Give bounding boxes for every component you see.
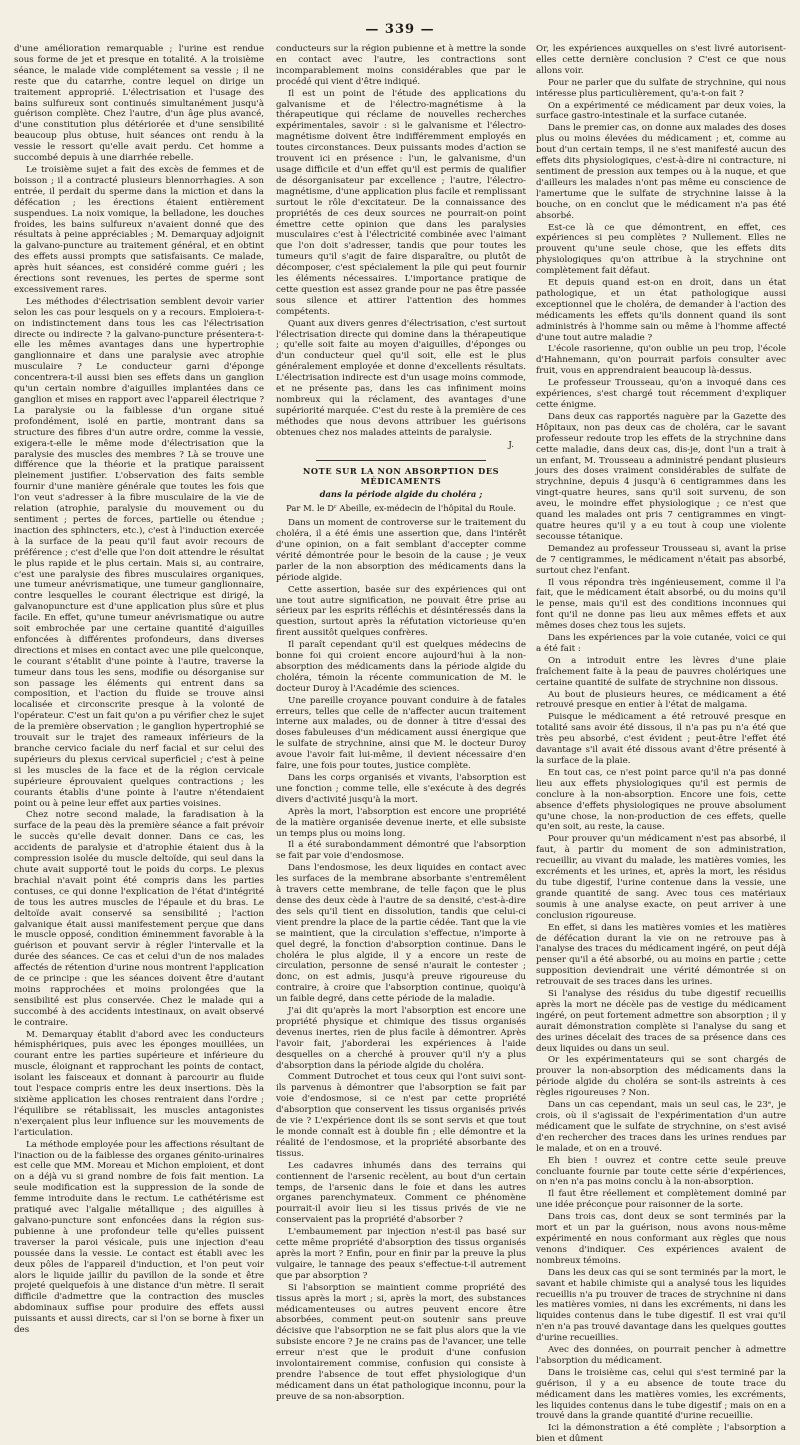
paragraph: L'embaumement par injection n'est-il pas basé sur cette même propriété d'absorption des tissus organisés après la mort ? Enfin, pour en finir par la preuve la plus vulgaire, le tannage des peaux s'effectue-t-il autrement que par absorption ? <box>276 1227 526 1281</box>
paragraph: Il faut être réellement et complètement dominé par une idée préconçue pour raisonner de la sorte. <box>536 1189 786 1211</box>
paragraph: Une pareille croyance pouvant conduire à de fatales erreurs, telles que celle de n'affecter aucun traitement interne aux malades, ou de donner à titre d'essai des doses fabuleuses d'un médicament aussi énergique que le sulfate de strychnine, ainsi que M. le docteur Duroy avoue l'avoir fait lui-même, il devient nécessaire d'en faire, une fois pour toutes, justice complète. <box>276 695 526 772</box>
paragraph: Si l'analyse des résidus du tube digestif recueillis après la mort ne décèle pas de vestige du médicament ingéré, on peut fortement admettre son absorption ; il y aurait démonstration complète si l'analyse du sang et des urines décelait des traces de sa présence dans ces deux liquides ou dans un seul. <box>536 989 786 1054</box>
column-middle <box>276 44 526 1402</box>
paragraph: On a introduit entre les lèvres d'une plaie fraîchement faite à la peau de pauvres cholériques une certaine quantité de sulfate de strychnine non dissous. <box>536 655 786 688</box>
paragraph: M. Demarquay établit d'abord avec les conducteurs hémisphériques, puis avec les éponges mouillées, un courant entre les parties supérieure et inférieure du muscle, éloignant et rapprochant les points de contact, isolant les faisceaux et donnant à parcourir au fluide tout l'espace compris entre les deux insertions. Dès la sixième application les choses rentraient dans l'ordre ; l'équilibre se rétablissait, les muscles antagonistes n'exerçaient plus leur influence sur les mouvements de l'articulation. <box>14 1029 264 1138</box>
paragraph: Les cadavres inhumés dans des terrains qui contiennent de l'arsenic recèlent, au bout d'un certain temps, de l'arsenic dans le foie et dans les autres organes parenchymateux. Comment ce phénomène pourrait-il avoir lieu si les tissus privés de vie ne conservaient pas la propriété d'absorber ? <box>276 1160 526 1226</box>
paragraph: Pour ne parler que du sulfate de strychnine, qui nous intéresse plus particulièrement, qu'a-t-on fait ? <box>536 77 786 99</box>
paragraph: Quant aux divers genres d'électrisation, c'est surtout l'électrisation directe qui domine dans la thérapeutique ; qu'elle soit faite au moyen d'aiguilles, d'éponges ou d'un conducteur quel qu'il soit, elle est le plus généralement employée et donne d'excellents résultats. L'électrisation indirecte est d'un usage moins commode, et ne présente pas, dans les cas infiniment moins nombreux qui la réclament, des avantages d'une supériorité marquée. C'est du reste à la première de ces méthodes que nous devons attribuer les guérisons obtenues chez nos malades atteints de paralysie. <box>276 318 526 438</box>
paragraph: Dans un cas cependant, mais un seul cas, le 23ᵉ, je crois, où il s'agissait de l'expérimentation d'un autre médicament que le sulfate de strychnine, on s'est avisé d'en rechercher des traces dans les urines rendues par le malade, et on en a trouvé. <box>536 1100 786 1154</box>
paragraph: Si l'absorption se maintient comme propriété des tissus après la mort ; si, après la mort, des substances médicamenteuses ou autres peuvent encore être absorbées, comment peut-on soutenir sans preuve décisive que l'absorption ne se fait plus alors que la vie subsiste encore ? Je ne crains pas de l'avancer, une telle erreur n'est que le produit d'une confusion involontairement commise, confusion qui consiste à prendre l'absence de tout effet physiologique d'un médicament dans un état pathologique inconnu, pour la preuve de sa non-absorption. <box>276 1282 526 1402</box>
paragraph: Dans deux cas rapportés naguère par la Gazette des Hôpitaux, non pas deux cas de choléra, car le savant professeur redoute trop les effets de la strychnine dans cette maladie, dans deux cas, dis-je, dont l'un a trait à un enfant, M. Trousseau a administré pendant plusieurs jours des doses vraiment considérables de sulfate de strychnine, depuis 4 jusqu'à 6 centigrammes dans les vingt-quatre heures, sans qu'il soit survenu, de son aveu, le moindre effet physiologique ; ce n'est que quand les malades ont pris 7 centigrammes en vingt-quatre heures qu'il y a eu tout à coup une violente secousse tétanique. <box>536 411 786 542</box>
paragraph: Il vous répondra très ingénieusement, comme il l'a fait, que le médicament était absorbé, ou du moins qu'il le pense, mais qu'il est des conditions inconnues qui font qu'il ne donne pas lieu aux mêmes effets et aux mêmes doses chez tous les sujets. <box>536 577 786 632</box>
paragraph: Dans l'endosmose, les deux liquides en contact avec les surfaces de la membrane absorbante s'entremêlent à travers cette membrane, de telle façon que le plus dense des deux cède à l'autre de sa densité, c'est-à-dire des sels qu'il tient en dissolution, tandis que celui-ci vient prendre la place de la partie cédée. Tant que la vie se maintient, que la circulation s'effectue, n'importe à quel degré, la fonction d'absorption continue. Dans le choléra le plus algide, il y a encore un reste de circulation, personne de sensé n'aurait le contester ; donc, on est admis, jusqu'à preuve rigoureuse du contraire, à croire que l'absorption continue, quoiqu'à un faible degré, dans cette période de la maladie. <box>276 863 526 1005</box>
article-byline: Par M. le Dʳ Abeille, ex-médecin de l'hôpital du Roule. <box>286 503 516 514</box>
paragraph: La méthode employée pour les affections résultant de l'inaction ou de la faiblesse des organes génito-urinaires est celle que MM. Moreau et Michon emploient, et dont on a déjà vu si grand nombre de fois fait mention. La seule modification est la suppression de la sonde de femme introduite dans le rectum. Le cathétérisme est pratiqué avec l'algalie métallique ; des aiguilles à galvano-puncture sont enfoncées dans la région sus-pubienne à une profondeur telle qu'elles puissent traverser la paroi vésicale, puis une injection d'eau poussée dans la vessie. Le contact est établi avec les deux pôles de l'appareil d'induction, et l'on peut voir alors le liquide jaillir du pavillon de la sonde et être projeté quelquefois à une distance d'un mètre. Il serait difficile d'admettre que la contraction des muscles abdominaux suffise pour produire des effets aussi puissants et aussi directs, car si l'on se borne à fixer un des <box>14 1139 264 1336</box>
paragraph: Avec des données, on pourrait pencher à admettre l'absorption du médicament. <box>536 1345 786 1366</box>
paragraph: conducteurs sur la région pubienne et à mettre la sonde en contact avec l'autre, les contractions sont incomparablement moins considérables que par le procédé qui vient d'être indiqué. <box>276 44 526 87</box>
paragraph: Il a été surabondamment démontré que l'absorption se fait par voie d'endosmose. <box>276 840 526 862</box>
paragraph: Dans les deux cas qui se sont terminés par la mort, le savant et habile chimiste qui a analysé tous les liquides recueillis n'a pu trouver de traces de strychnine ni dans les matières vomies, ni dans les excréments, ni dans les liquides contenus dans le tube digestif. Il est vrai qu'il n'en n'a pas trouvé davantage dans les quelques gouttes d'urine recueillies. <box>536 1267 786 1344</box>
column-middle-top <box>276 44 526 439</box>
signature: J. <box>508 439 514 450</box>
paragraph: Dans un moment de controverse sur le traitement du choléra, il a été émis une assertion que, dans l'intérêt d'une opinion, on a fait semblant d'accepter comme vérité démontrée pour le besoin de la cause ; je veux parler de la non absorption des médicaments dans la période algide. <box>276 518 526 583</box>
column-middle-article <box>276 518 526 1403</box>
paragraph: Puisque le médicament a été retrouvé presque en totalité sans avoir été dissous, il n'a pas pu n'a été que très peu absorbé, c'est évident ; peut-être l'effet été davantage s'il avait été dissous avant d'être présenté à la surface de la plaie. <box>536 712 786 766</box>
column-left <box>14 44 264 1336</box>
paragraph: Le troisième sujet a fait des excès de femmes et de boisson ; il a contracté plusieurs blennorrhagies. A son entrée, il perdait du sperme dans la miction et dans la défécation ; les érections étaient entièrement suspendues. La noix vomique, la belladone, les douches froides, les bains sulfureux n'avaient donné que des résultats à peine appréciables ; M. Demarquay adjoignit la galvano-puncture au traitement général, et en obtint des effets aussi prompts que satisfaisants. Ce malade, après huit séances, est considéré comme guéri ; les érections sont revenues, les pertes de sperme sont excessivement rares. <box>14 164 264 295</box>
article-title: NOTE SUR LA NON ABSORPTION DES MÉDICAMENTS <box>302 465 500 487</box>
page-number: — 339 — <box>365 22 435 37</box>
paragraph: En tout cas, ce n'est point parce qu'il n'a pas donné lieu aux effets physiologiques qu'il est permis de conclure à la non-absorption. Encore une fois, cette absence d'effets physiologiques ne prouve absolument qu'une chose, la non-production de ces effets, quelle qu'en soit, au reste, la cause. <box>536 767 786 833</box>
paragraph: Ici la démonstration a été complète ; l'absorption a bien et dûment <box>536 1423 786 1445</box>
article-subtitle: dans la période algide du choléra ; <box>319 489 483 500</box>
paragraph: Comment Dutrochet et tous ceux qui l'ont suivi sont-ils parvenus à démontrer que l'absorption se fait par voie d'endosmose, si ce n'est par cette propriété d'absorption que conservent les tissus organisés privés de vie ? L'expérience dont ils se sont servis et que tout le monde connaît est à double fin ; elle démontre et la réalité de l'endosmose, et la propriété absorbante des tissus. <box>276 1072 526 1159</box>
paragraph: Or, les expériences auxquelles on s'est livré autorisent-elles cette dernière conclusion ? C'est ce que nous allons voir. <box>536 44 786 76</box>
paragraph: Or les expérimentateurs qui se sont chargés de prouver la non-absorption des médicaments dans la période algide du choléra se sont-ils astreints à ces règles rigoureuses ? Non. <box>536 1055 786 1099</box>
paragraph: Et depuis quand est-on en droit, dans un état pathologique, et un état pathologique aussi exceptionnel que le choléra, de demander à l'action des médicaments les effets qu'ils donnent quand ils sont administrés à l'homme sain ou même à l'homme affecté d'une tout autre maladie ? <box>536 278 786 343</box>
paragraph: Demandez au professeur Trousseau si, avant la prise de 7 centigrammes, le médicament n'était pas absorbé, surtout chez l'enfant. <box>536 543 786 576</box>
paragraph: Il est un point de l'étude des applications du galvanisme et de l'électro-magnétisme à la thérapeutique qui réclame de nouvelles recherches expérimentales, savoir : si le galvanisme et l'électro-magnétisme doivent être indifféremment employés en toutes circonstances. Deux puissants modes d'action se trouvent ici en présence : l'un, le galvanisme, d'un usage difficile et d'un effet qu'il est permis de qualifier de désorganisateur par excellence ; l'autre, l'électro-magnétisme, d'une application plus facile et remplissant surtout le rôle d'excitateur. De la connaissance des propriétés de ces deux sources ne pourrait-on point émettre cette opinion que dans les paralysies musculaires c'est à l'électricité combinée avec l'aimant que l'on doit s'adresser, tandis que pour toutes les tumeurs qu'il s'agit de faire disparaître, ou plutôt de décomposer, c'est spécialement la pile qui peut fournir les éléments nécessaires. L'importance pratique de cette question est assez grande pour ne pas être passée sous silence et attirer l'attention des hommes compétents. <box>276 88 526 317</box>
paragraph: Il paraît cependant qu'il est quelques médecins de bonne foi qui croient encore aujourd'hui à la non-absorption des médicaments dans la période algide du choléra, témoin la récente communication de M. le docteur Duroy à l'Académie des sciences. <box>276 640 526 694</box>
paragraph: Les méthodes d'électrisation semblent devoir varier selon les cas pour lesquels on y a recours. Emploiera-t-on indistinctement dans tous les cas l'électrisation directe ou indirecte ? la galvano-puncture présentera-t-elle les mêmes avantages dans une hypertrophie ganglionnaire et dans une paralysie avec atrophie musculaire ? Le conducteur garni d'éponge concentrera-t-il aussi bien ses effets dans un ganglion qu'un certain nombre d'aiguilles implantées dans ce ganglion et mises en rapport avec l'appareil électrique ? La paralysie ou la faiblesse d'un organe situé profondément, isolé en partie, montrant dans sa structure des fibres d'un autre ordre, comme la vessie, exigera-t-elle le même mode d'électrisation que la paralysie des muscles des membres ? Là se trouve une différence que la théorie et la pratique paraissent pleinement justifier. L'observation des faits semble fournir d'une manière générale que toutes les fois que l'on veut s'adresser à la fibre musculaire de la vie de relation (atrophie, paralysie du mouvement ou du sentiment ; pertes de forces, partielle ou étendue ; inaction des sphincters, etc.), c'est à l'induction exercée à la surface de la peau qu'il faut avoir recours de préférence ; c'est d'elle que l'on doit attendre le résultat le plus rapide et le plus certain. Mais si, au contraire, c'est une paralysie des fibres musculaires organiques, une tumeur anévrismatique, une tumeur ganglionnaire, contre lesquelles le courant électrique est dirigé, la galvanopuncture est d'une application plus sûre et plus facile. En effet, qu'une tumeur anévrismatique ou autre soit embrochée par une certaine quantité d'aiguilles enfoncées à différentes profondeurs, dans diverses directions et mises en contact avec une pile quelconque, le courant s'établit d'une pointe à l'autre, traverse la tumeur dans tous les sens, modifie ou désorganise sur son passage les éléments qui entrent dans sa composition, et l'action du fluide se trouve ainsi localisée et circonscrite presque à la volonté de l'opérateur. C'est un fait qu'on a pu vérifier chez le sujet de la première observation ; le ganglion hypertrophié se trouvait sur le trajet des rameaux inférieurs de la branche cervico faciale du nerf facial et sur celui des supérieurs du plexus cervical superficiel ; c'est à peine si les muscles de la face et de la région cervicale supérieure éprouvaient quelques contractions ; les courants établis d'une pointe à l'autre n'étendaient point ou à peine leur effet aux parties voisines. <box>14 296 264 809</box>
paragraph: On a expérimenté ce médicament par deux voies, la surface gastro-intestinale et la surface cutanée. <box>536 100 786 122</box>
paragraph: Pour prouver qu'un médicament n'est pas absorbé, il faut, à partir du moment de son administration, recueillir, au vivant du malade, les matières vomies, les excréments et les urines, et, après la mort, les résidus du tube digestif, l'urine contenue dans la vessie, une grande quantité de sang. Avec tous ces matériaux soumis à une analyse exacte, on peut arriver à une conclusion rigoureuse. <box>536 834 786 921</box>
paragraph: Eh bien ! ouvrez et contre cette seule preuve concluante fournie par toute cette série d'expériences, on n'en n'a pas moins conclu à la non-absorption. <box>536 1155 786 1188</box>
paragraph: Le professeur Trousseau, qu'on a invoqué dans ces expériences, s'est chargé tout récemment d'expliquer cette énigme. <box>536 378 786 410</box>
paragraph: Dans les expériences par la voie cutanée, voici ce qui a été fait : <box>536 633 786 654</box>
paragraph: Cette assertion, basée sur des expériences qui ont une tout autre signification, ne pouvait être prise au sérieux par les esprits réfléchis et désintéressés dans la question, surtout après la réfutation victorieuse qu'en firent aussitôt quelques confrères. <box>276 584 526 639</box>
paragraph: Est-ce là ce que démontrent, en effet, ces expériences si peu complètes ? Nullement. Elles ne prouvent qu'une seule chose, que les effets dits physiologiques qu'on attribue à la strychnine ont complètement fait défaut. <box>536 222 786 277</box>
paragraph: Chez notre second malade, la faradisation à la surface de la peau dès la première séance a fait prévoir le succès qu'elle devait donner. Dans ce cas, les accidents de paralysie et d'atrophie étaient dus à la compression isolée du muscle deltoïde, qui seul dans la chute avait supporté tout le poids du corps. Le plexus brachial n'avait point été compris dans les parties contuses, ce qui donne l'explication de l'état d'intégrité de tous les autres muscles de l'épaule et du bras. Le deltoïde avait conservé sa sensibilité ; l'action galvanique était aussi manifestement perçue que dans le muscle opposé, condition éminemment favorable à la guérison et pouvant servir à régler l'intervalle et la durée des séances. Ce cas et celui d'un de nos malades affectés de rétention d'urine nous montrent l'application de ce principe : que les séances doivent être d'autant moins rapprochées et moins prolongées que la sensibilité est plus conservée. Chez le malade qui a succombé à des accidents intestinaux, on avait observé le contraire. <box>14 810 264 1028</box>
paragraph: J'ai dit qu'après la mort l'absorption est encore une propriété physique et chimique des tissus organisés devenus inertes, rien de plus facile à démontrer. Après l'avoir fait, j'aborderai les expériences à l'aide desquelles on a cherché à prouver qu'il n'y a plus d'absorption dans la période algide du choléra. <box>276 1006 526 1071</box>
paragraph: Dans le premier cas, on donne aux malades des doses plus ou moins élevées du médicament ; et, comme au bout d'un certain temps, il ne s'est manifesté aucun des effets dits physiologiques, c'est-à-dire ni contracture, ni sentiment de pression aux tempes ou à la nuque, et que d'ailleurs les malades n'ont pas même eu conscience de l'amertume que le sulfate de strychnine laisse à la bouche, on en conclut que le médicament n'a pas été absorbé. <box>536 123 786 221</box>
column-right <box>536 44 786 1445</box>
section-divider <box>316 460 486 461</box>
paragraph: Dans le troisième cas, celui qui s'est terminé par la guérison, il y a eu absence de toute trace du médicament dans les matières vomies, les excréments, les liquides contenus dans le tube digestif ; mais on en a trouvé dans la grande quantité d'urine recueillie. <box>536 1367 786 1422</box>
paragraph: L'école rasorienne, qu'on oublie un peu trop, l'école d'Hahnemann, qu'on pourrait parfois consulter avec fruit, vous en apprendraient beaucoup là-dessus. <box>536 344 786 377</box>
paragraph: Après la mort, l'absorption est encore une propriété de la matière organisée devenue inerte, et elle subsiste un temps plus ou moins long. <box>276 806 526 839</box>
paragraph: En effet, si dans les matières vomies et les matières de défécation durant la vie on ne retrouve pas à l'analyse des traces du médicament ingéré, on peut déjà penser qu'il a été absorbé, ou au moins en partie ; cette supposition deviendrait une vérité démontrée si on retrouvait de ses traces dans les urines. <box>536 922 786 988</box>
paragraph: Au bout de plusieurs heures, ce médicament a été retrouvé presque en entier à l'état de malgama. <box>536 689 786 711</box>
paragraph: Dans les corps organisés et vivants, l'absorption est une fonction ; comme telle, elle s'exécute à des degrés divers d'activité jusqu'à la mort. <box>276 773 526 805</box>
paragraph: Dans trois cas, dont deux se sont terminés par la mort et un par la guérison, nous avons nous-même expérimenté en nous conformant aux règles que nous venons d'indiquer. Ces expériences avaient de nombreux témoins. <box>536 1212 786 1266</box>
paragraph: d'une amélioration remarquable ; l'urine est rendue sous forme de jet et presque en totalité. A la troisième séance, le malade vide complétement sa vessie ; il ne reste que du catarrhe, contre lequel on dirige un traitement approprié. L'électrisation et l'usage des bains sulfureux sont continués simultanément jusqu'à guérison complète. Chez l'autre, d'un âge plus avancé, d'une constitution plus détériorée et d'une sensibilité beaucoup plus obtuse, huit séances ont rendu à la vessie le ressort qu'elle avait perdu. Cet homme a succombé depuis à une diarrhée rebelle. <box>14 44 264 164</box>
